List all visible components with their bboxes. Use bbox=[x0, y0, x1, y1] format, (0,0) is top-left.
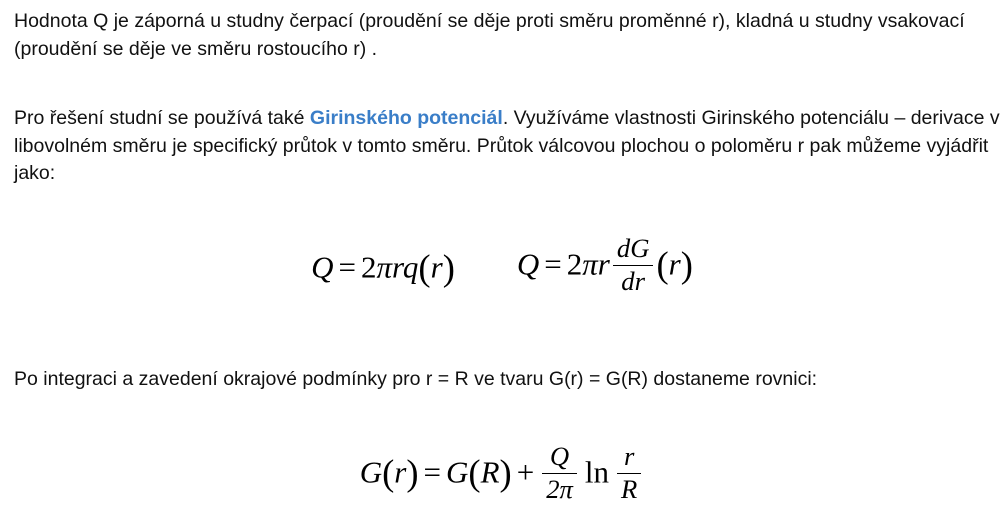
eq3-rhs-argument: R bbox=[480, 454, 500, 490]
eq1-pi: π bbox=[376, 249, 392, 285]
eq3-r-over-R-fraction bbox=[617, 442, 641, 505]
paragraph-integration: Po integraci a zavedení okrajové podmínky pro r = R ve tvaru G(r) = G(R) dostaneme rovnici: bbox=[14, 368, 818, 390]
eq3-lhs-close-paren: ) bbox=[406, 452, 419, 493]
eq2-coefficient: 2 bbox=[566, 246, 583, 282]
eq1-equals: = bbox=[338, 249, 356, 285]
paragraph-intro: Hodnota Q je záporná u studny čerpací (proudění se děje proti směru proměnné r), kladná u studny vsakovací (proudění se děje ve směru rostoucího r) . bbox=[14, 10, 965, 60]
eq3-rhs-open-paren: ( bbox=[468, 452, 481, 493]
eq3-fraction1-denominator: 2π bbox=[546, 473, 573, 504]
eq3-lhs-argument: r bbox=[394, 454, 407, 490]
eq2-argument: r bbox=[668, 246, 681, 282]
paragraph-girinsky-text-after: . Využíváme vlastnosti Girinského potenciálu – derivace v libovolném směru je specifický průtok v tomto směru. Průtok válcovou plochou o poloměru r pak můžeme vyjádřit jako: bbox=[14, 107, 1000, 185]
eq3-fraction2-numerator: r bbox=[617, 442, 641, 474]
eq3-q-over-2pi-fraction bbox=[542, 442, 577, 505]
eq1-coefficient: 2 bbox=[360, 249, 377, 285]
eq1-lhs: Q bbox=[311, 249, 334, 285]
eq3-fraction1-numerator: Q bbox=[542, 442, 577, 474]
eq2-open-paren: ( bbox=[656, 244, 669, 285]
girinsky-potential-highlight: Girinského potenciál bbox=[309, 107, 503, 129]
eq2-lhs: Q bbox=[516, 246, 540, 282]
eq2-equals: = bbox=[544, 246, 562, 282]
eq3-rhs-g: G bbox=[446, 454, 469, 490]
eq3-plus: + bbox=[516, 454, 535, 490]
eq1-close-paren: ) bbox=[442, 246, 455, 288]
eq2-pi: π bbox=[582, 246, 598, 282]
eq2-fraction-numerator: dG bbox=[613, 234, 654, 266]
paragraph-girinsky bbox=[0, 105, 1004, 188]
equation-row-potential bbox=[0, 441, 1004, 507]
eq1-argument: r bbox=[430, 249, 443, 285]
eq2-fraction-denominator: dr bbox=[621, 265, 645, 296]
equation-girinsky-potential bbox=[359, 441, 645, 507]
eq3-natural-log: ln bbox=[584, 454, 610, 490]
eq1-q-function: q bbox=[402, 249, 419, 285]
eq2-derivative-fraction bbox=[613, 234, 654, 297]
eq3-fraction2-denominator: R bbox=[621, 473, 638, 504]
eq1-open-paren: ( bbox=[418, 246, 431, 288]
equation-flow-potential bbox=[516, 233, 693, 299]
eq3-lhs-open-paren: ( bbox=[382, 452, 395, 493]
equation-flow-specific bbox=[311, 246, 455, 289]
eq3-rhs-close-paren: ) bbox=[499, 452, 512, 493]
equation-row-flow bbox=[0, 233, 1004, 299]
eq1-radius: r bbox=[392, 249, 403, 285]
eq3-lhs-g: G bbox=[359, 454, 383, 490]
paragraph-girinsky-text-before: Pro řešení studní se používá také bbox=[14, 107, 310, 129]
eq2-close-paren: ) bbox=[680, 244, 693, 285]
eq3-equals: = bbox=[423, 454, 442, 490]
eq2-radius: r bbox=[597, 246, 610, 282]
